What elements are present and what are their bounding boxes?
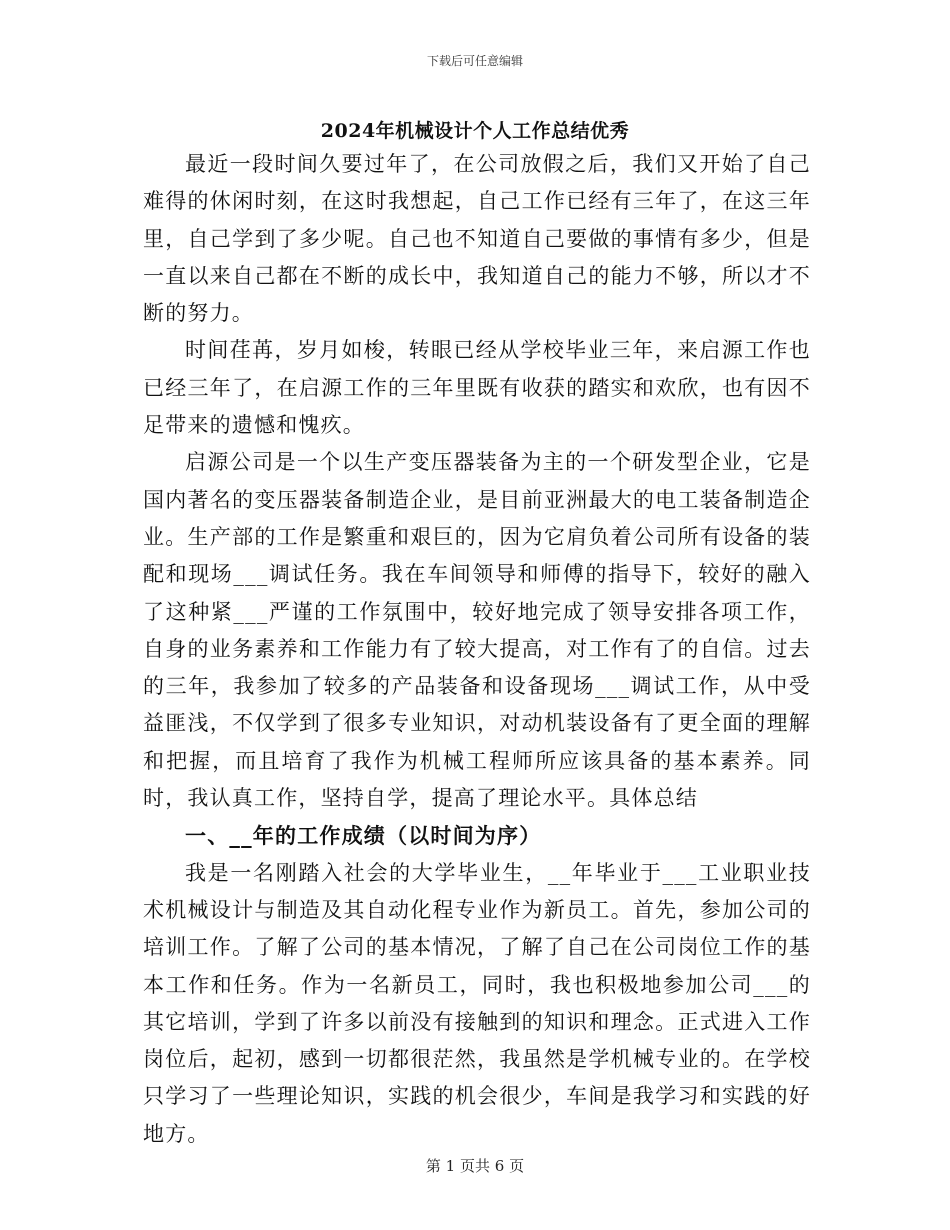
document-title: 2024年机械设计个人工作总结优秀 xyxy=(320,120,630,142)
paragraph: 时间荏苒，岁月如梭，转眼已经从学校毕业三年，来启源工作也已经三年了，在启源工作的三年里既有收获的踏实和欢欣，也有因不足带来的遗憾和愧疚。 xyxy=(143,338,811,438)
document-body xyxy=(143,146,811,1153)
paragraph: 启源公司是一个以生产变压器装备为主的一个研发型企业，它是国内著名的变压器装备制造企业，是目前亚洲最大的电工装备制造企业。生产部的工作是繁重和艰巨的，因为它肩负着公司所有设备的装配和现场___调试任务。我在车间领导和师傅的指导下，较好的融入了这种紧___严谨的工作氛围中，较好地完成了领导安排各项工作，自身的业务素养和工作能力有了较大提高，对工作有了的自信。过去的三年，我参加了较多的产品装备和设备现场___调试工作，从中受益匪浅，不仅学到了很多专业知识，对动机装设备有了更全面的理解和把握，而且培育了我作为机械工程师所应该具备的基本素养。同时，我认真工作，坚持自学，提高了理论水平。具体总结 xyxy=(143,450,811,811)
paragraph: 我是一名刚踏入社会的大学毕业生，__年毕业于___工业职业技术机械设计与制造及其自动化程专业作为新员工。首先，参加公司的培训工作。了解了公司的基本情况，了解了自己在公司岗位工作的基本工作和任务。作为一名新员工，同时，我也积极地参加公司___的其它培训，学到了许多以前没有接触到的知识和理念。正式进入工作岗位后，起初，感到一切都很茫然，我虽然是学机械专业的。在学校只学习了一些理论知识，实践的机会很少，车间是我学习和实践的好地方。 xyxy=(143,860,811,1146)
page-header-note: 下载后可任意编辑 xyxy=(426,54,523,68)
section-heading: 一、__年的工作成绩（以时间为序） xyxy=(185,823,542,849)
page-number-footer: 第 1 页共 6 页 xyxy=(425,1157,525,1175)
paragraph: 最近一段时间久要过年了，在公司放假之后，我们又开始了自己难得的休闲时刻，在这时我想起，自己工作已经有三年了，在这三年里，自己学到了多少呢。自己也不知道自己要做的事情有多少，但是一直以来自己都在不断的成长中，我知道自己的能力不够，所以才不断的努力。 xyxy=(143,152,811,326)
